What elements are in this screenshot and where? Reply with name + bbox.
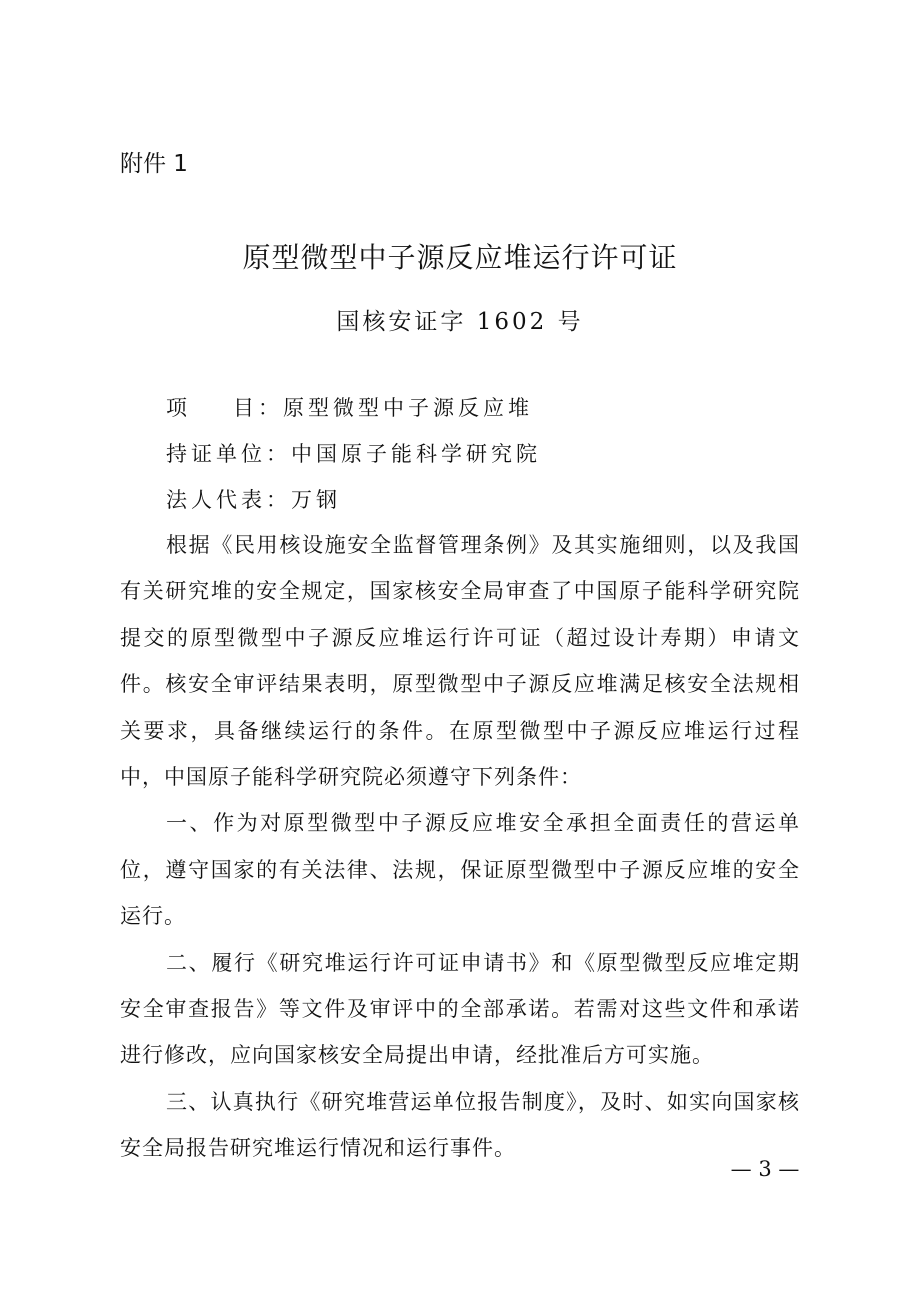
paragraph: 二、履行《研究堆运行许可证申请书》和《原型微型反应堆定期安全审查报告》等文件及审评中的全部承诺。若需对这些文件和承诺进行修改，应向国家核安全局提出申请，经批准后方可实施。 — [120, 950, 800, 1068]
project-label-second: 目： — [233, 396, 283, 420]
meta-holder — [166, 438, 541, 468]
holder-value: 中国原子能科学研究院 — [291, 442, 541, 466]
page-number: — 3 — — [730, 1157, 800, 1181]
paragraph: 根据《民用核设施安全监督管理条例》及其实施细则，以及我国有关研究堆的安全规定，国家核安全局审查了中国原子能科学研究院提交的原型微型中子源反应堆运行许可证（超过设计寿期）申请文件。核安全审评结果表明，原型微型中子源反应堆满足核安全法规相关要求，具备继续运行的条件。在原型微型中子源反应堆运行过程中，中国原子能科学研究院必须遵守下列条件： — [120, 533, 800, 790]
paragraph: 三、认真执行《研究堆营运单位报告制度》，及时、如实向国家核安全局报告研究堆运行情况和运行事件。 — [120, 1089, 800, 1161]
project-label-first: 项 — [166, 396, 191, 420]
legal-rep-value: 万钢 — [291, 488, 341, 512]
meta-project — [166, 392, 533, 422]
project-value: 原型微型中子源反应堆 — [283, 396, 533, 420]
document-title: 原型微型中子源反应堆运行许可证 — [242, 241, 678, 274]
document-number: 国核安证字 1602 号 — [336, 309, 584, 335]
meta-legal-rep — [166, 484, 341, 514]
holder-label: 持证单位： — [166, 442, 291, 466]
legal-rep-label: 法人代表： — [166, 488, 291, 512]
attachment-label: 附件 1 — [120, 151, 188, 177]
body-text — [120, 522, 800, 1172]
paragraph: 一、作为对原型微型中子源反应堆安全承担全面责任的营运单位，遵守国家的有关法律、法规，保证原型微型中子源反应堆的安全运行。 — [120, 811, 800, 929]
